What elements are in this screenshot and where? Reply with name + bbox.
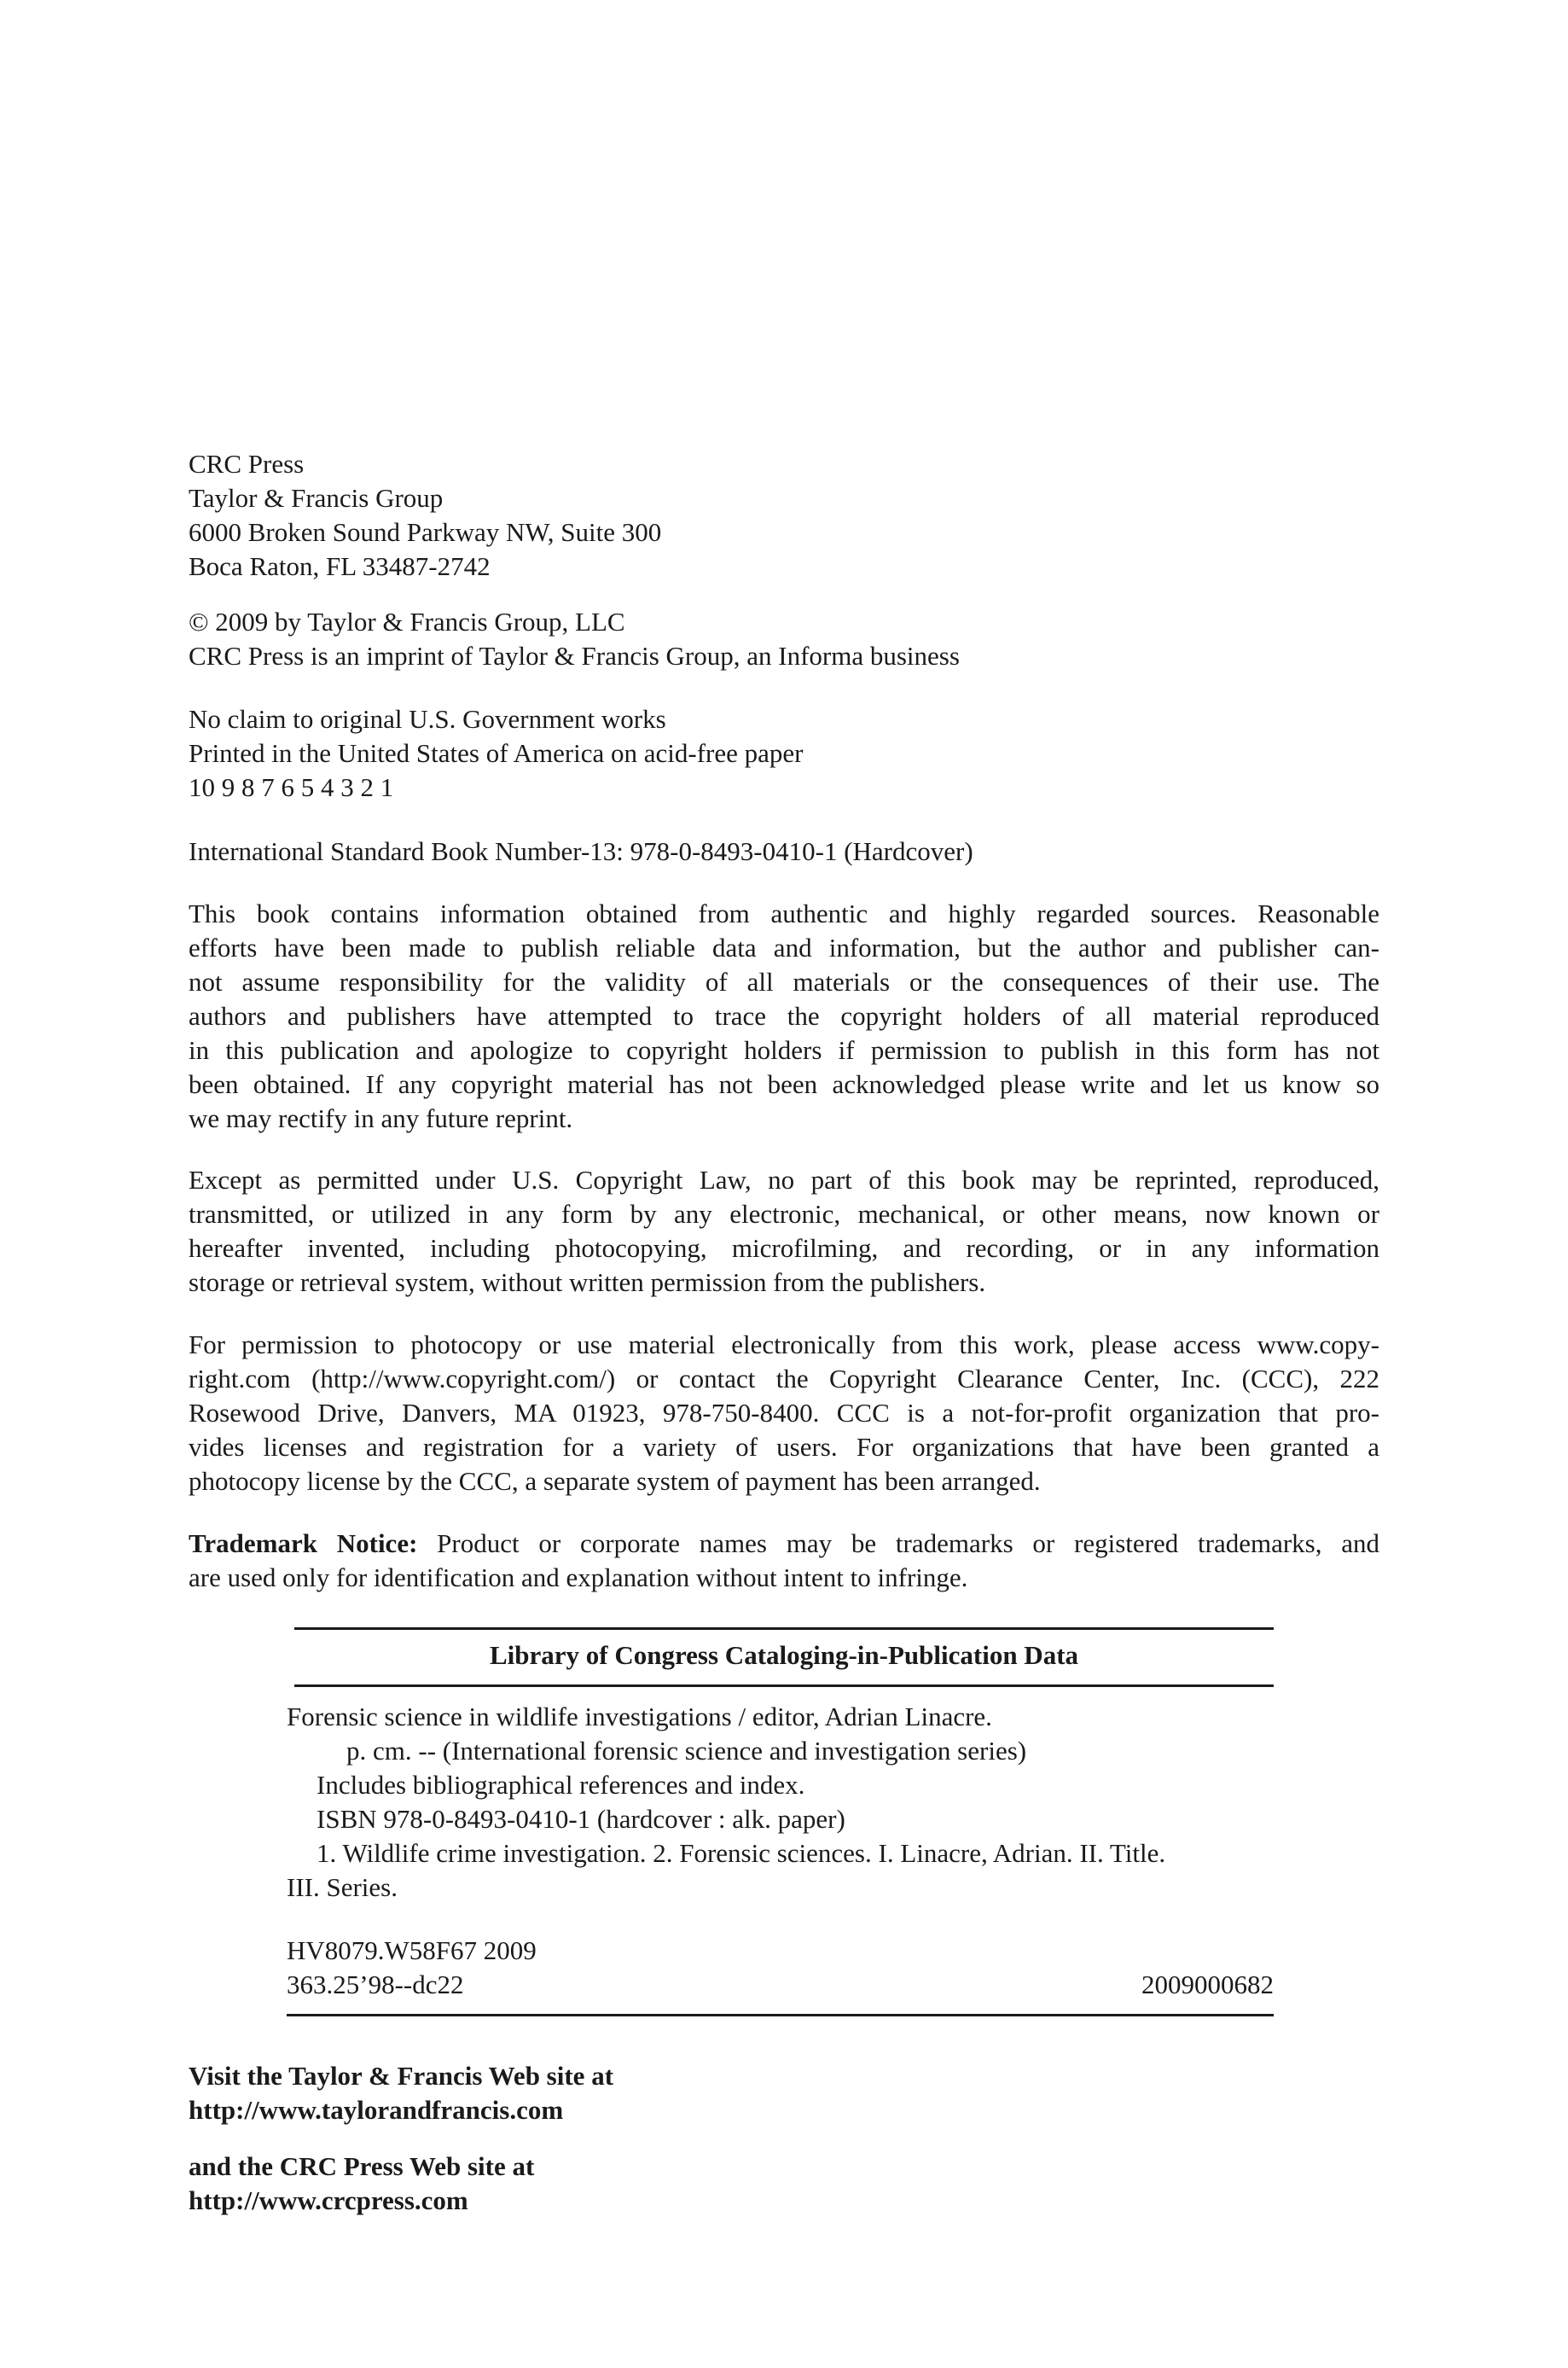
publisher-line: CRC Press (189, 449, 305, 479)
cip-classification (287, 1934, 1274, 2002)
publisher-line: 6000 Broken Sound Parkway NW, Suite 300 (189, 517, 662, 547)
dewey-row (287, 1968, 1274, 2002)
para-line: right.com (http://www.copyright.com/) or contact the Copyright Clearance Center, Inc. (CCC), 222 (189, 1364, 1379, 1393)
printing-line: No claim to original U.S. Government works (189, 704, 666, 734)
permission-paragraph (189, 1328, 1379, 1498)
publisher-address (189, 447, 1379, 584)
printing-line: Printed in the United States of America on acid-free paper (189, 738, 804, 768)
cip-line: III. Series. (287, 1872, 398, 1902)
cip-heading (294, 1638, 1274, 1673)
call-number: HV8079.W58F67 2009 (287, 1935, 537, 1965)
copyright-line: CRC Press is an imprint of Taylor & Francis Group, an Informa business (189, 641, 960, 671)
para-line: hereafter invented, including photocopying, microfilming, and recording, or in any information (189, 1233, 1379, 1263)
cip-line: Includes bibliographical references and index. (317, 1770, 805, 1800)
cip-top-rule (294, 1627, 1274, 1630)
para-line: are used only for identification and explanation without intent to infringe. (189, 1562, 968, 1592)
cip-line: 1. Wildlife crime investigation. 2. Forensic sciences. I. Linacre, Adrian. II. Title. (317, 1838, 1166, 1868)
trademark-text: Product or corporate names may be trademarks or registered trademarks, and (417, 1528, 1379, 1558)
crc-website (189, 2150, 1379, 2218)
publisher-line: Taylor & Francis Group (189, 483, 444, 513)
trademark-notice (189, 1527, 1379, 1595)
para-line: in this publication and apologize to copyright holders if permission to publish in this form has not (189, 1035, 1379, 1065)
copyright-law-paragraph (189, 1163, 1379, 1300)
tf-website-link[interactable]: http://www.taylorandfrancis.com (189, 2095, 564, 2125)
para-line: photocopy license by the CCC, a separate system of payment has been arranged. (189, 1466, 1041, 1496)
tf-website-label: Visit the Taylor & Francis Web site at (189, 2061, 614, 2091)
cip-line: ISBN 978-0-8493-0410-1 (hardcover : alk. paper) (317, 1804, 845, 1834)
cip-line: Forensic science in wildlife investigations / editor, Adrian Linacre. (287, 1702, 992, 1731)
trademark-label: Trademark Notice: (189, 1528, 418, 1558)
para-line: This book contains information obtained from authentic and highly regarded sources. Reasonable (189, 899, 1379, 928)
para-line: been obtained. If any copyright material has not been acknowledged please write and let us know so (189, 1069, 1379, 1099)
isbn-line (189, 835, 1379, 869)
cip-bottom-rule (287, 2014, 1274, 2016)
disclaimer-paragraph (189, 897, 1379, 1136)
para-line: vides licenses and registration for a variety of users. For organizations that have been granted a (189, 1432, 1379, 1462)
cip-mid-rule (294, 1684, 1274, 1687)
cip-heading-text: Library of Congress Cataloging-in-Publication Data (489, 1640, 1079, 1670)
tf-website (189, 2059, 1379, 2127)
para-line (189, 1527, 1379, 1561)
para-line: For permission to photocopy or use material electronically from this work, please access www.copy- (189, 1329, 1379, 1359)
isbn-text: International Standard Book Number-13: 978-0-8493-0410-1 (Hardcover) (189, 836, 973, 866)
para-line: authors and publishers have attempted to trace the copyright holders of all material reproduced (189, 1001, 1379, 1031)
crc-website-label: and the CRC Press Web site at (189, 2151, 535, 2181)
para-line: transmitted, or utilized in any form by any electronic, mechanical, or other means, now known or (189, 1199, 1379, 1229)
copyright-notice (189, 605, 1379, 673)
printing-line: 10 9 8 7 6 5 4 3 2 1 (189, 772, 394, 802)
cip-line: p. cm. -- (International forensic science and investigation series) (346, 1736, 1027, 1766)
lccn: 2009000682 (1141, 1969, 1274, 1999)
para-line: storage or retrieval system, without written permission from the publishers. (189, 1267, 986, 1297)
para-line: Except as permitted under U.S. Copyright Law, no part of this book may be reprinted, reproduced, (189, 1165, 1379, 1195)
copyright-line: © 2009 by Taylor & Francis Group, LLC (189, 607, 625, 637)
cip-record (287, 1700, 1274, 1905)
crc-website-link[interactable]: http://www.crcpress.com (189, 2185, 468, 2215)
para-line: we may rectify in any future reprint. (189, 1103, 573, 1133)
para-line: Rosewood Drive, Danvers, MA 01923, 978-750-8400. CCC is a not-for-profit organization that pro- (189, 1398, 1379, 1428)
publisher-line: Boca Raton, FL 33487-2742 (189, 551, 491, 581)
para-line: efforts have been made to publish reliable data and information, but the author and publisher can- (189, 933, 1379, 963)
dewey-number: 363.25’98--dc22 (287, 1969, 464, 1999)
para-line: not assume responsibility for the validity of all materials or the consequences of their use. The (189, 967, 1379, 997)
printing-info (189, 702, 1379, 805)
